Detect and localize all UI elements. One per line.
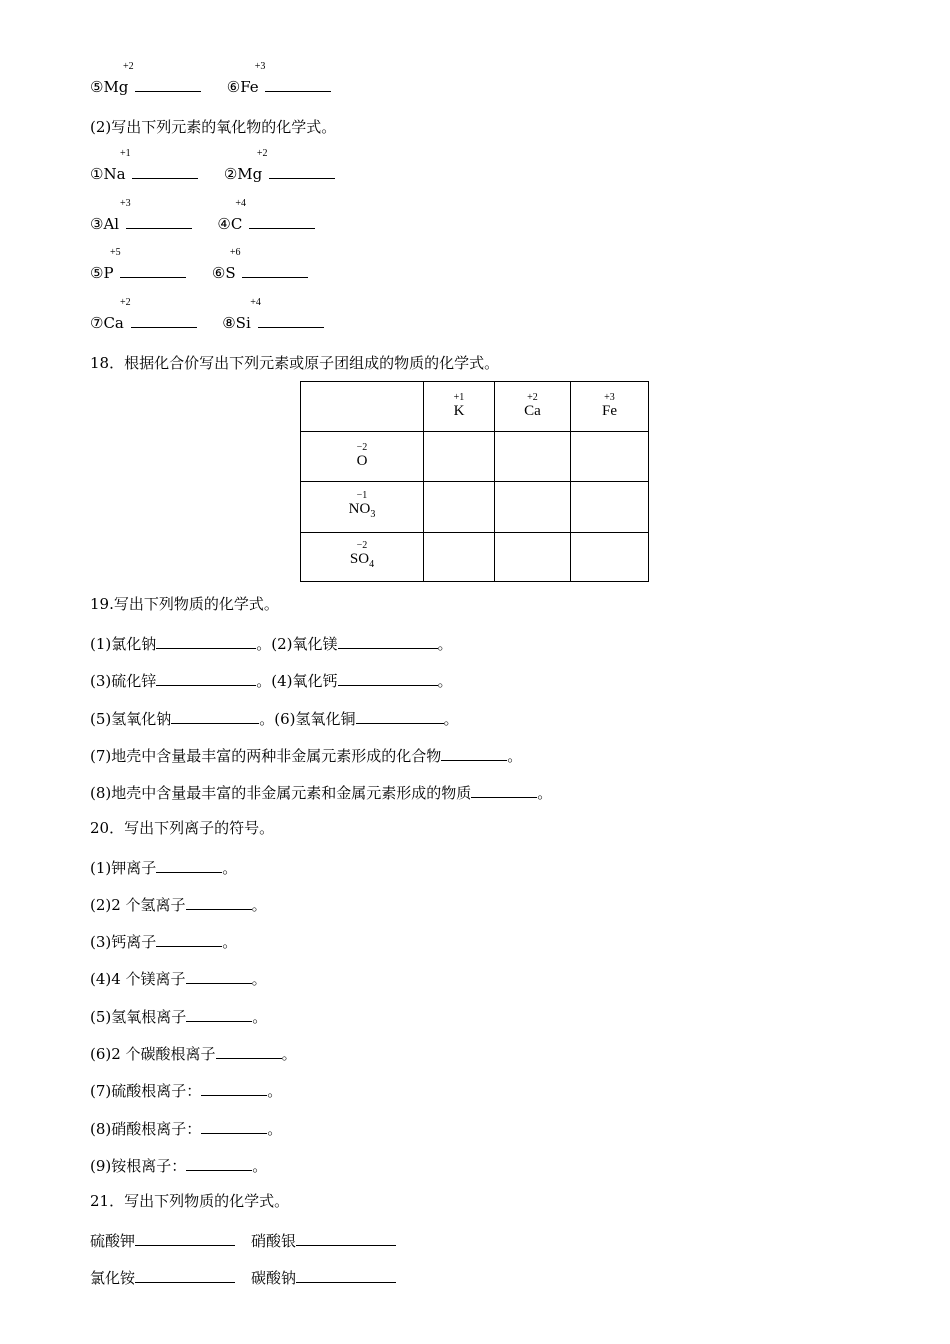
element-label: ④C — [217, 215, 243, 233]
q21-prompt: 21．写出下列物质的化学式。 — [90, 1192, 290, 1210]
q19-line: (3)硫化锌 。(4)氧化钙 。 — [90, 669, 453, 691]
valence: +3 — [254, 61, 266, 72]
q20-item: (6)2 个碳酸根离子 。 — [90, 1042, 297, 1064]
answer-blank[interactable] — [126, 212, 192, 229]
answer-blank[interactable] — [269, 162, 335, 179]
answer-blank[interactable] — [156, 930, 222, 947]
element-label: ⑤P — [90, 264, 114, 282]
q19-prompt: 19.写出下列物质的化学式。 — [90, 595, 279, 613]
answer-blank[interactable] — [186, 1005, 252, 1022]
answer-blank[interactable] — [171, 707, 259, 724]
valence: +2 — [123, 61, 134, 72]
valence: +2 — [120, 297, 131, 308]
q20-item: (8)硝酸根离子： 。 — [90, 1117, 282, 1139]
q21-row: 氯化铵 碳酸钠 — [90, 1266, 396, 1288]
q20-item: (1)钾离子 。 — [90, 856, 237, 878]
answer-blank[interactable] — [156, 632, 256, 649]
q20-prompt: 20．写出下列离子的符号。 — [90, 819, 275, 837]
q17-part2-row — [90, 198, 315, 234]
answer-cell[interactable] — [571, 482, 649, 533]
answer-blank[interactable] — [338, 669, 438, 686]
valence: +1 — [120, 148, 131, 159]
valence: +4 — [250, 297, 261, 308]
answer-blank[interactable] — [131, 311, 197, 328]
answer-blank[interactable] — [156, 669, 256, 686]
q19-line: (8)地壳中含量最丰富的非金属元素和金属元素形成的物质 。 — [90, 781, 552, 803]
q19-line: (5)氢氧化钠 。(6)氢氧化铜 。 — [90, 707, 459, 729]
answer-blank[interactable] — [471, 781, 537, 798]
valence: +4 — [235, 198, 247, 209]
valence: +3 — [120, 198, 131, 209]
answer-blank[interactable] — [201, 1079, 267, 1096]
q17-part2-row — [90, 148, 335, 184]
q21-row: 硫酸钾 硝酸银 — [90, 1229, 396, 1251]
answer-blank[interactable] — [258, 311, 324, 328]
q17-part2-row — [90, 297, 324, 333]
table-corner-cell — [301, 382, 424, 432]
element-label: ③Al — [90, 215, 120, 233]
valence: +5 — [110, 247, 121, 258]
anion-header: −2 $SO_4$ — [301, 533, 424, 582]
answer-blank[interactable] — [135, 1229, 235, 1246]
element-label: ②Mg — [223, 165, 263, 183]
answer-cell[interactable] — [424, 533, 495, 582]
cation-header: +3 Fe — [571, 382, 649, 432]
answer-blank[interactable] — [156, 856, 222, 873]
answer-blank[interactable] — [338, 632, 438, 649]
q20-item: (3)钙离子 。 — [90, 930, 237, 952]
answer-blank[interactable] — [186, 967, 252, 984]
q20-item: (4)4 个镁离子 。 — [90, 967, 267, 989]
answer-blank[interactable] — [356, 707, 444, 724]
q17-part2-row — [90, 247, 308, 283]
element-label: +2 ⑤Mg — [90, 61, 134, 96]
element-label: ⑥S — [211, 264, 236, 282]
answer-blank[interactable] — [441, 744, 507, 761]
answer-cell[interactable] — [571, 432, 649, 482]
element-label: ①Na — [90, 165, 126, 183]
answer-blank[interactable] — [265, 75, 331, 92]
answer-blank[interactable] — [186, 893, 252, 910]
element-label: ⑦Ca — [90, 314, 124, 332]
q17-part2-prompt: (2)写出下列元素的氧化物的化学式。 — [90, 118, 337, 136]
element-label: +3 ⑥Fe — [226, 61, 266, 96]
answer-blank[interactable] — [135, 1266, 235, 1283]
answer-cell[interactable] — [424, 482, 495, 533]
q19-line: (1)氯化钠 。(2)氧化镁 。 — [90, 632, 453, 654]
q20-item: (2)2 个氢离子 。 — [90, 893, 267, 915]
anion-header: −2 O — [301, 432, 424, 482]
valence-table — [300, 381, 649, 582]
valence: +2 — [256, 148, 268, 159]
element-label: ⑧Si — [222, 314, 251, 332]
cation-header: +2 Ca — [495, 382, 571, 432]
answer-blank[interactable] — [201, 1117, 267, 1134]
answer-blank[interactable] — [242, 261, 308, 278]
answer-cell[interactable] — [495, 482, 571, 533]
answer-blank[interactable] — [296, 1266, 396, 1283]
answer-cell[interactable] — [495, 432, 571, 482]
q18-prompt: 18．根据化合价写出下列元素或原子团组成的物质的化学式。 — [90, 354, 500, 372]
q20-item: (9)铵根离子： 。 — [90, 1154, 267, 1176]
answer-cell[interactable] — [571, 533, 649, 582]
answer-cell[interactable] — [424, 432, 495, 482]
q17-tail-row — [90, 61, 331, 97]
cation-header: +1 K — [424, 382, 495, 432]
answer-blank[interactable] — [132, 162, 198, 179]
answer-blank[interactable] — [135, 75, 201, 92]
valence: +6 — [229, 247, 241, 258]
answer-blank[interactable] — [120, 261, 186, 278]
q20-item: (5)氢氧根离子 。 — [90, 1005, 267, 1027]
q20-item: (7)硫酸根离子： 。 — [90, 1079, 282, 1101]
answer-cell[interactable] — [495, 533, 571, 582]
anion-header: −1 $NO_3$ — [301, 482, 424, 533]
answer-blank[interactable] — [296, 1229, 396, 1246]
answer-blank[interactable] — [186, 1154, 252, 1171]
answer-blank[interactable] — [216, 1042, 282, 1059]
answer-blank[interactable] — [249, 212, 315, 229]
q19-line: (7)地壳中含量最丰富的两种非金属元素形成的化合物 。 — [90, 744, 522, 766]
